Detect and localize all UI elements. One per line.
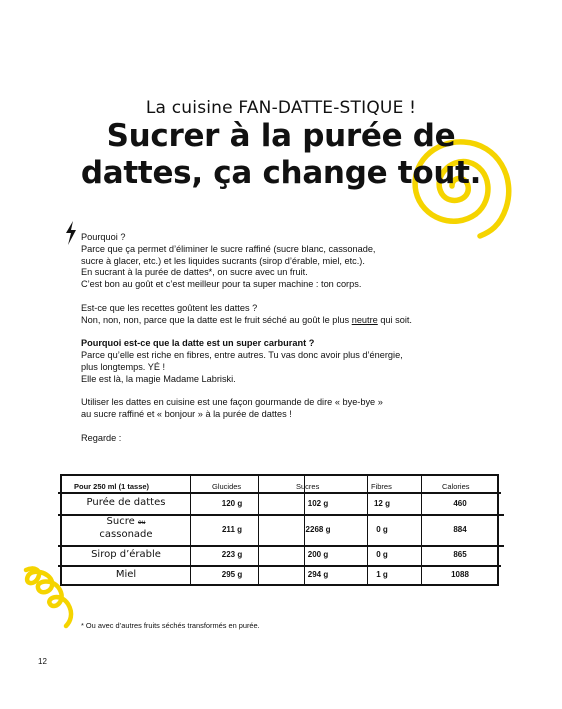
paragraph-bye-bye: Utiliser les dattes en cuisine est une façon gourmande de dire « bye-bye » au sucre raffiné et « bonjour » à la purée de dattes ! [81, 397, 383, 419]
table-cell: 884 [453, 525, 467, 534]
table-cell: 2268 g [305, 525, 331, 534]
underlined-word: neutre [351, 314, 378, 325]
page-kicker: La cuisine FAN-DATTE-STIQUE ! [145, 98, 417, 118]
table-header: Glucides [212, 482, 242, 491]
table-cell: 120 g [221, 499, 243, 508]
table-cell: 0 g [376, 525, 388, 534]
paragraph-heading: Pourquoi est-ce que la datte est un super carburant ? [81, 338, 315, 349]
lightning-bolt-icon [64, 220, 78, 246]
table-cell: 211 g [221, 525, 242, 534]
table-cell: 200 g [307, 550, 329, 559]
table-cell: 1088 [451, 570, 469, 579]
table-header: Calories [442, 482, 470, 491]
title-line-2: dattes, ça change tout. [80, 155, 482, 191]
table-cell: 865 [453, 550, 467, 559]
table-row-label: Sucre ou cassonade [99, 516, 153, 540]
table-cell: 12 g [373, 499, 390, 508]
paragraph-why: Pourquoi ? Parce que ça permet d’éliminer le sucre raffiné (sucre blanc, cassonade, sucre à glacer, etc.) et les liquides sucrants (sirop d’érable, miel, etc.). En sucrant à la purée de dattes*, on sucre avec un fruit. C’est bon au goût et c’est meilleur pour ta super machine : ton corps. [81, 232, 376, 290]
footnote: * Ou avec d’autres fruits séchés transformés en purée. [81, 621, 260, 630]
paragraph-taste: Est-ce que les recettes goûtent les dattes ? Non, non, non, parce que la datte est le fruit séché au goût le plus neutre qui soit. [81, 302, 412, 325]
paragraph-fuel: Pourquoi est-ce que la datte est un super carburant ? Parce qu’elle est riche en fibres, entre autres. Tu vas donc avoir plus d’énergie, plus longtemps. YÉ ! Elle est là, la magie Madame Labriski. [81, 338, 501, 385]
table-header: Sucres [296, 482, 320, 491]
table-divider [58, 545, 504, 547]
body-text [81, 232, 501, 456]
page-number: 12 [38, 657, 47, 666]
nutrition-comparison-table [60, 474, 499, 586]
table-cell: 295 g [221, 570, 243, 579]
table-cell: 223 g [221, 550, 243, 559]
table-cell: 1 g [376, 570, 388, 579]
table-cell: 294 g [307, 570, 329, 579]
table-row-label: Purée de dattes [86, 497, 166, 508]
page-title [0, 118, 562, 192]
table-divider [58, 492, 501, 494]
table-cell: 0 g [376, 550, 388, 559]
table-divider [58, 565, 501, 567]
table-cell: 460 [453, 499, 467, 508]
table-header: Fibres [371, 482, 392, 491]
paragraph-look: Regarde : [81, 432, 122, 443]
table-cell: 102 g [307, 499, 329, 508]
table-row-label: Sirop d’érable [91, 549, 161, 560]
title-line-1: Sucrer à la purée de [106, 118, 456, 154]
table-row-label: Miel [115, 569, 137, 580]
table-header: Pour 250 ml (1 tasse) [74, 482, 150, 491]
